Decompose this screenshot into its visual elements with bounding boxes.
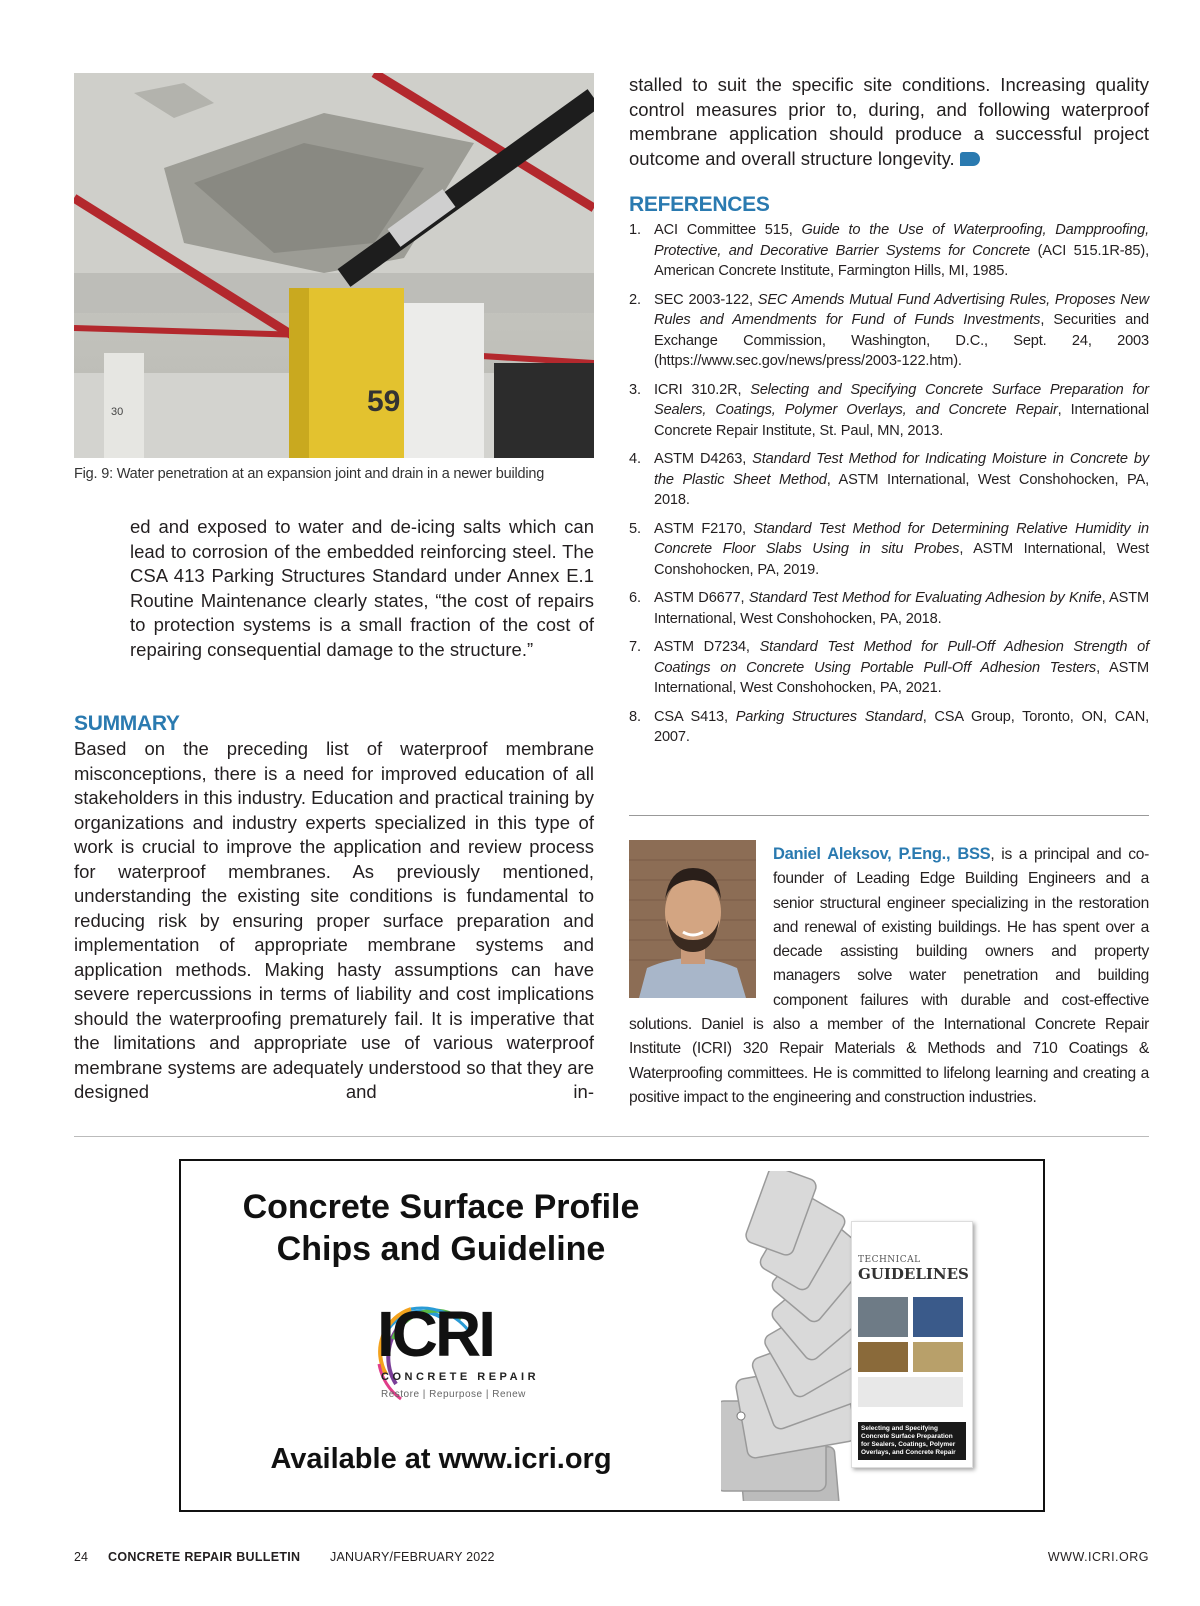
advertisement[interactable] <box>179 1159 1045 1512</box>
book-overline: TECHNICAL <box>858 1255 921 1265</box>
summary-paragraph: Based on the preceding list of waterproof membrane misconceptions, there is a need for improved education of all stakeholders in this industry. Education and practical training by organizations and industry experts specialized in this type of work is crucial to improve the application and review process for waterproof membranes. As previously mentioned, understanding the existing site conditions is fundamental to reducing risk by ensuring proper surface preparation and implementation of appropriate membrane systems and application methods. Making hasty assumptions can have severe repercussions in terms of liability and cost implications should the waterproofing prematurely fail. It is imperative that the limitations and appropriate use of various waterproof membrane systems are adequately understood so that they are designed and in- <box>74 738 594 1102</box>
author-bio <box>629 842 1149 1110</box>
bio-divider <box>629 815 1149 816</box>
right-continuation-text: stalled to suit the specific site conditions. Increasing quality control measures prior to, during, and following waterproof membrane application should produce a successful project outcome and overall structure longevity. <box>629 74 1149 169</box>
reference-number: 3. <box>629 381 641 398</box>
reference-item <box>629 519 1149 581</box>
figure-caption: Fig. 9: Water penetration at an expansion joint and drain in a newer building <box>74 466 545 482</box>
reference-author: ASTM D4263, <box>654 451 753 467</box>
footer-url[interactable]: WWW.ICRI.ORG <box>1047 1550 1149 1564</box>
ad-title-line-1: Concrete Surface Profile <box>242 1188 640 1226</box>
reference-author: ASTM F2170, <box>654 520 754 537</box>
reference-author: ICRI 310.2R, <box>654 381 751 398</box>
page-number: 24 <box>74 1550 88 1564</box>
reference-title: Parking Structures Standard <box>735 708 923 725</box>
reference-title: Standard Test Method for Determining Relative Humidity in Concrete Floor Slabs Using in situ Probes <box>654 520 1149 557</box>
reference-details: , ASTM International, West Conshohocken, PA, 2021. <box>654 659 1149 696</box>
author-name: Daniel Aleksov, P.Eng., BSS <box>773 845 991 863</box>
reference-number: 6. <box>629 590 641 606</box>
icri-logo-subtitle: CONCRETE REPAIR <box>381 1371 540 1383</box>
reference-author: ASTM D7234, <box>654 639 760 655</box>
reference-title: Guide to the Use of Waterproofing, Dampproofing, Protective, and Decorative Barrier Systems for Concrete <box>654 222 1149 259</box>
reference-item <box>629 449 1149 511</box>
author-bio-text: , is a principal and co-founder of Leading Edge Building Engineers and a senior structural engineer specializing in the restoration and renewal of existing buildings. He has spent over a decade assisting building owners and property managers solve water penetration and building component failures with durable and cost-effective solutions. Daniel is also a member of the International Concrete Repair Institute (ICRI) 320 Repair Materials & Methods and 710 Coatings & Waterproofing committees. He is committed to lifelong learning and creating a positive impact to the engineering and construction industries. <box>629 846 1149 1106</box>
reference-author: SEC 2003-122, <box>654 291 758 308</box>
icri-logo-text: ICRI <box>377 1298 493 1370</box>
reference-item <box>629 707 1149 748</box>
book-title: GUIDELINES <box>858 1265 969 1283</box>
icri-logo-tagline: Restore | Repurpose | Renew <box>381 1389 526 1400</box>
reference-item <box>629 220 1149 282</box>
reference-title: SEC Amends Mutual Fund Advertising Rules, Proposes New Rules and Amendments for Fund of Funds Investments <box>654 291 1150 328</box>
left-continuation-paragraph: ed and exposed to water and de-icing salts which can lead to corrosion of the embedded reinforcing steel. The CSA 413 Parking Structures Standard under Annex E.1 Routine Maintenance clearly states, “the cost of repairs to protection systems is a small fraction of the cost of repairing consequential damage to the structure.” <box>130 516 594 660</box>
reference-author: CSA S413, <box>654 708 736 725</box>
reference-number: 5. <box>629 520 641 537</box>
reference-details: , International Concrete Repair Institute, St. Paul, MN, 2013. <box>654 402 1149 439</box>
ad-title-line-2: Chips and Guideline <box>276 1230 606 1268</box>
reference-details: , ASTM International, West Conshohocken, PA, 2019. <box>654 541 1149 578</box>
reference-author: ASTM D6677, <box>654 590 749 606</box>
ad-divider <box>74 1136 1149 1137</box>
reference-number: 2. <box>629 291 641 308</box>
reference-number: 8. <box>629 708 641 725</box>
reference-title: Selecting and Specifying Concrete Surface Preparation for Sealers, Coatings, Polymer Overlays, and Concrete Repair <box>654 381 1150 418</box>
reference-number: 1. <box>629 222 641 238</box>
reference-title: Standard Test Method for Pull-Off Adhesion Strength of Coatings on Concrete Using Portable Pull-Off Adhesion Testers <box>654 639 1149 676</box>
reference-details: , CSA Group, Toronto, ON, CAN, 2007. <box>654 708 1150 745</box>
book-cover-photos <box>858 1297 963 1409</box>
reference-number: 4. <box>629 451 641 467</box>
reference-item <box>629 637 1149 699</box>
reference-item <box>629 380 1149 442</box>
reference-item <box>629 290 1149 372</box>
reference-details: , ASTM International, West Conshohocken, PA, 2018. <box>654 590 1149 627</box>
reference-title: Standard Test Method for Indicating Moisture in Concrete by the Plastic Sheet Method <box>654 451 1149 488</box>
right-continuation-paragraph <box>629 73 1149 171</box>
book-subtitle-box: Selecting and Specifying Concrete Surface Preparation for Sealers, Coatings, Polymer Overlays, and Concrete Repair <box>858 1422 966 1460</box>
figure-photo <box>74 73 594 458</box>
issue-date: JANUARY/FEBRUARY 2022 <box>330 1550 495 1564</box>
ad-call-to-action[interactable]: Available at www.icri.org <box>270 1443 612 1475</box>
column-number-59: 59 <box>367 385 401 418</box>
reference-details: (ACI 515.1R-85), American Concrete Institute, Farmington Hills, MI, 1985. <box>654 242 1149 279</box>
technical-guideline-book <box>851 1221 973 1468</box>
ad-title <box>201 1186 681 1270</box>
reference-author: ACI Committee 515, <box>654 222 802 238</box>
reference-item <box>629 588 1149 629</box>
column-number-30: 30 <box>111 406 124 418</box>
references-heading: REFERENCES <box>629 193 770 216</box>
reference-details: , Securities and Exchange Commission, Washington, D.C., Sept. 24, 2003 (https://www.sec.gov/news/press/2003-122.htm). <box>654 312 1149 369</box>
reference-details: , ASTM International, West Conshohocken, PA, 2018. <box>654 471 1149 508</box>
publication-name: CONCRETE REPAIR BULLETIN <box>108 1550 301 1564</box>
reference-number: 7. <box>629 639 641 655</box>
article-end-icon <box>960 152 980 166</box>
references-list <box>629 220 1149 756</box>
summary-heading: SUMMARY <box>74 712 180 735</box>
reference-title: Standard Test Method for Evaluating Adhesion by Knife <box>748 590 1102 606</box>
